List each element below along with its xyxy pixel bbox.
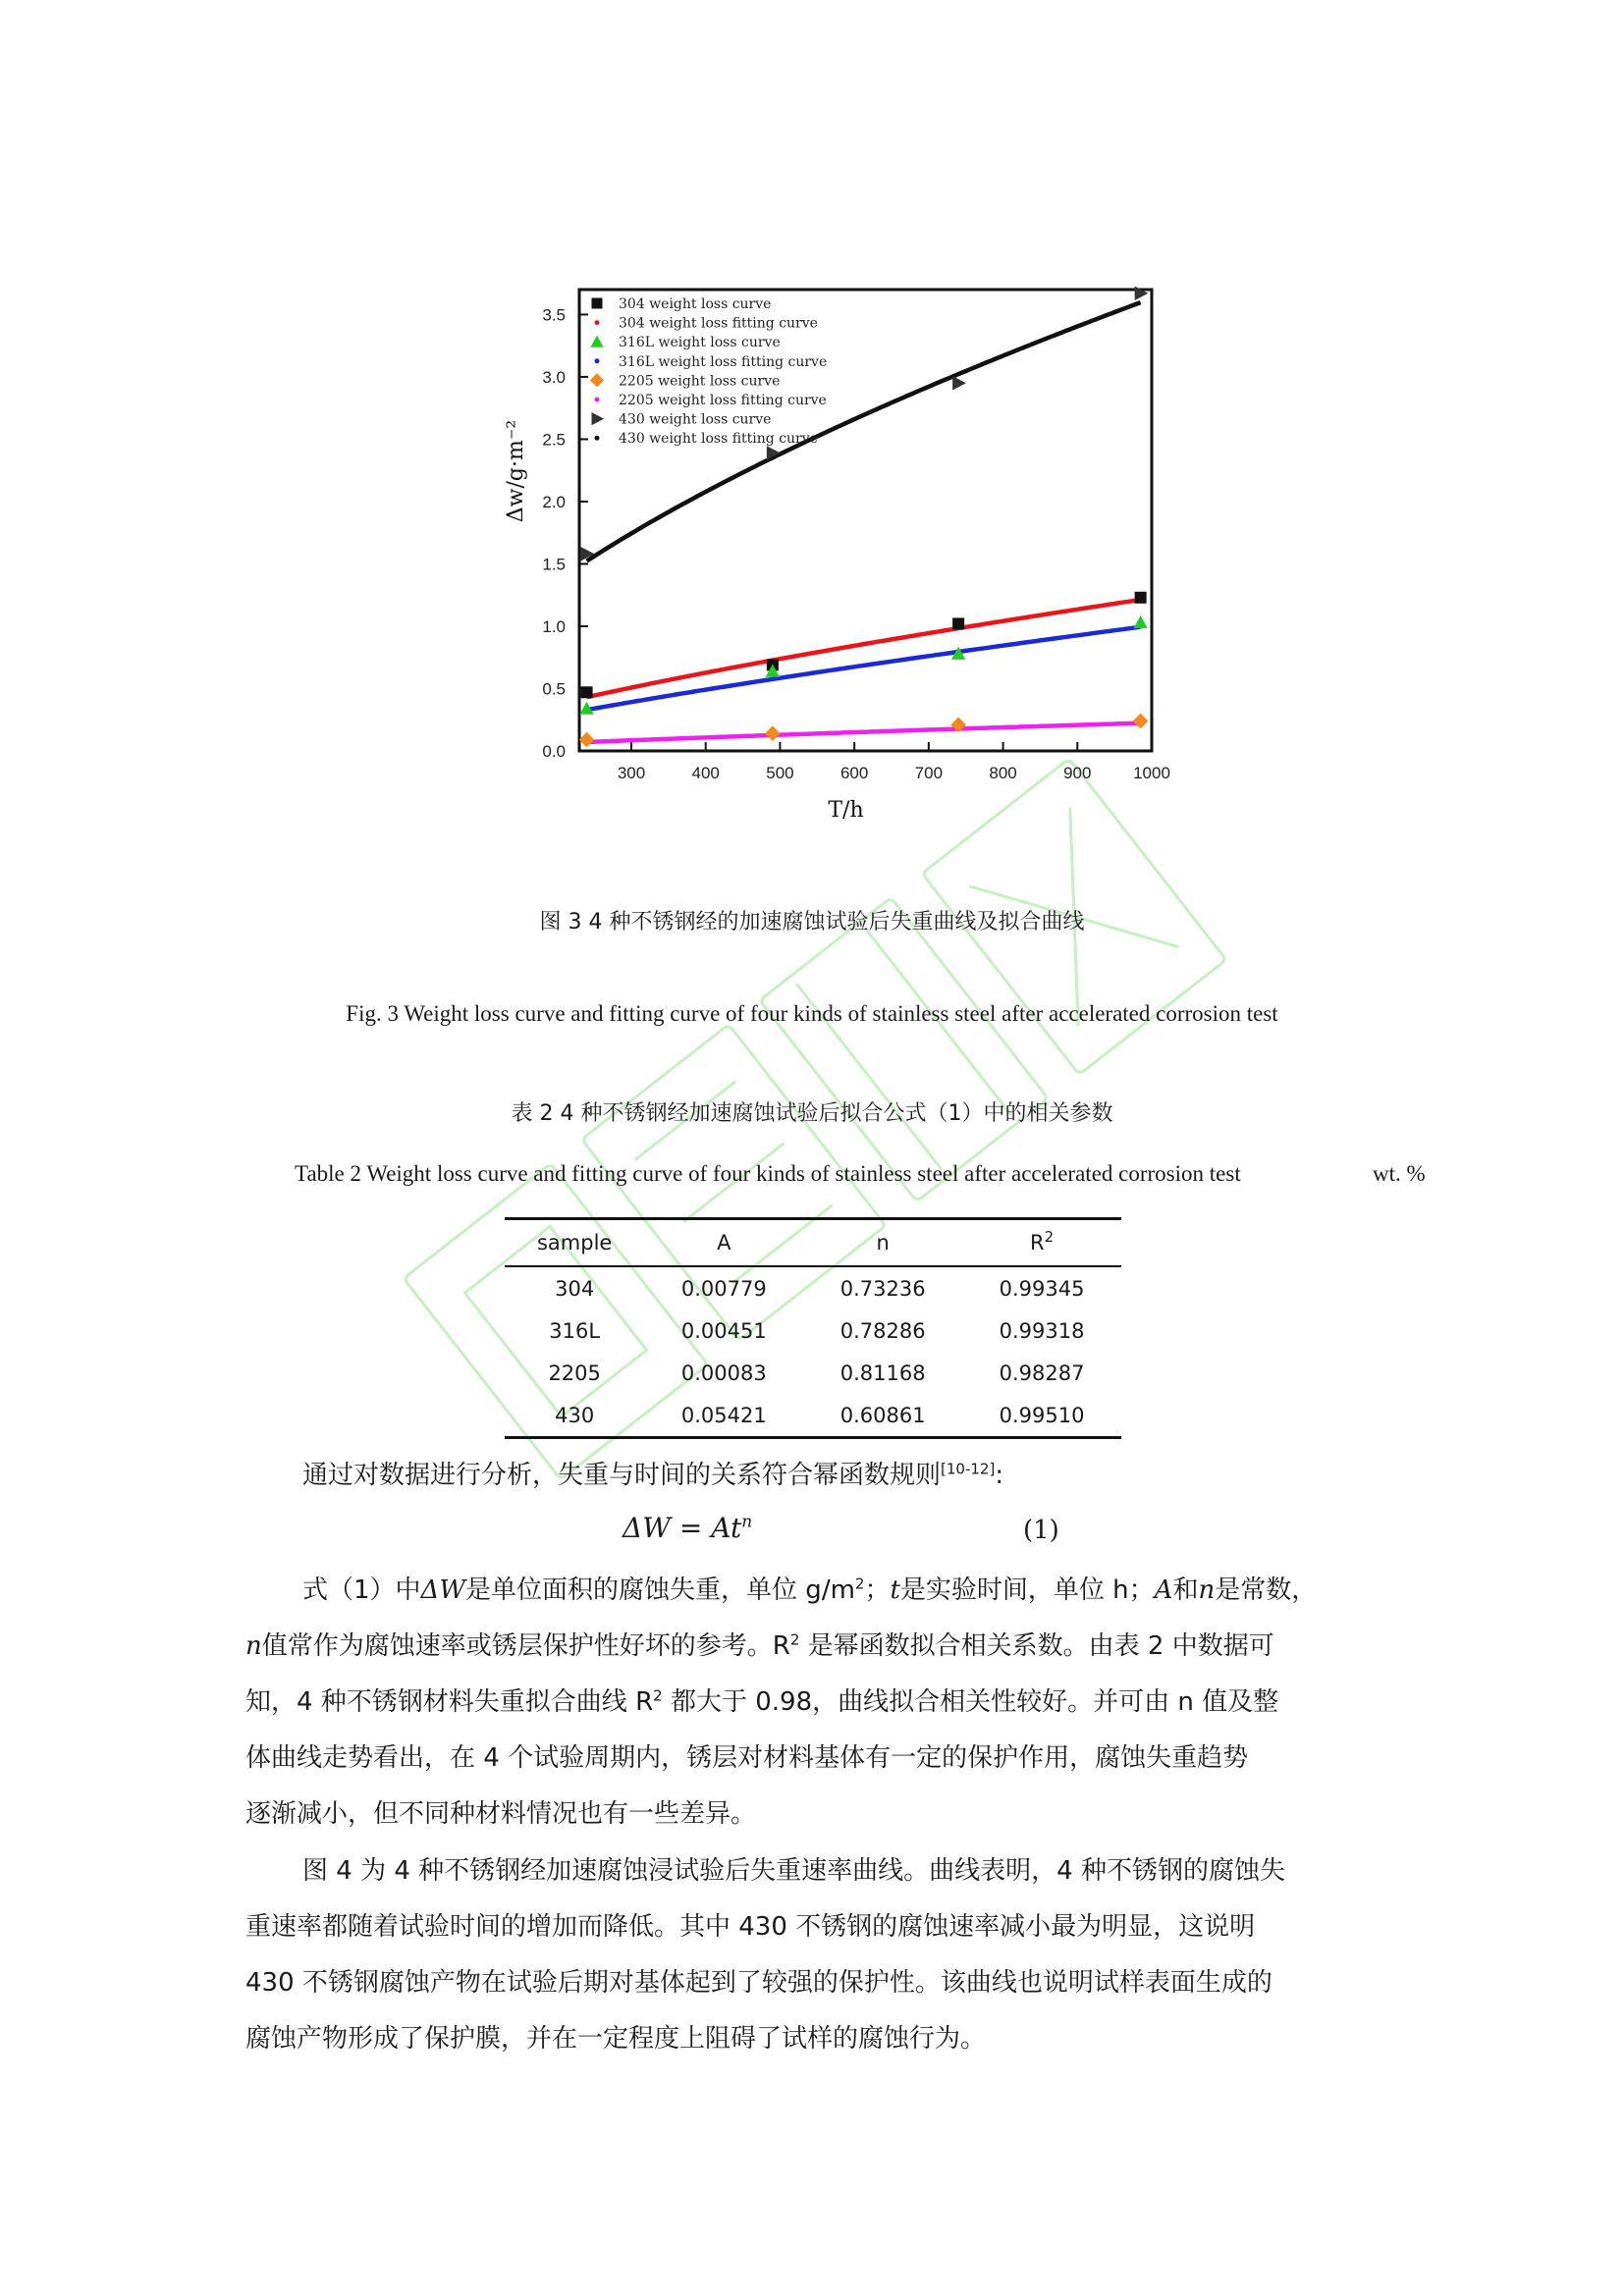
x-axis-label: T/h — [828, 798, 864, 823]
header-sample: sample — [505, 1219, 644, 1267]
paragraph-1-line-2 — [245, 1619, 1380, 1675]
table-row — [505, 1266, 1121, 1309]
x-tick-label: 400 — [691, 764, 720, 782]
cell-r2: 0.99345 — [999, 1276, 1085, 1301]
cell-r2: 0.99318 — [999, 1318, 1085, 1343]
fitting-curve — [587, 627, 1141, 711]
paragraph-1-line-3 — [245, 1675, 1380, 1731]
legend-entry: 2205 weight loss fitting curve — [619, 393, 827, 408]
legend-marker — [590, 336, 603, 347]
figure-caption-cn: 图 3 4 种不锈钢经的加速腐蚀试验后失重曲线及拟合曲线 — [539, 910, 1085, 934]
cell-n: 0.73236 — [839, 1276, 926, 1301]
legend-marker — [595, 436, 600, 441]
cell-sample: 304 — [555, 1276, 595, 1301]
math-t: t — [890, 1575, 900, 1605]
header-r-label: R — [1029, 1231, 1045, 1255]
table-row — [505, 1394, 1121, 1438]
text-run: 是幂函数拟合相关系数。由表 2 中数据可 — [799, 1631, 1274, 1661]
math-a: A — [1154, 1575, 1173, 1605]
legend-marker — [592, 412, 605, 425]
y-tick-label: 2.0 — [542, 492, 566, 511]
paragraph-2-line-3: 430 不锈钢腐蚀产物在试验后期对基体起到了较强的保护性。该曲线也说明试样表面生成的 — [245, 1968, 1272, 1998]
x-tick-label: 1000 — [1133, 764, 1170, 782]
legend-entry: 304 weight loss curve — [619, 296, 772, 312]
data-point — [952, 376, 966, 390]
cell-n: 0.81168 — [839, 1361, 926, 1385]
paragraph-2-line-4: 腐蚀产物形成了保护膜，并在一定程度上阻碍了试样的腐蚀行为。 — [245, 2024, 987, 2054]
intro-sentence — [302, 1455, 1003, 1491]
legend-entry: 304 weight loss fitting curve — [619, 315, 818, 332]
math-n: n — [1198, 1575, 1216, 1605]
data-point — [1135, 592, 1147, 604]
text-run: 都大于 0.98，曲线拟合相关性较好。并可由 n 值及整 — [662, 1687, 1279, 1717]
text-run: 式（1）中 — [302, 1575, 421, 1605]
legend-entry: 316L weight loss fitting curve — [619, 353, 828, 370]
intro-reference: [10-12] — [941, 1460, 996, 1478]
header-a: A — [644, 1219, 803, 1267]
text-run: ； — [864, 1575, 891, 1605]
equation-body: ΔW = At — [623, 1512, 742, 1544]
cell-a: 0.00083 — [680, 1361, 767, 1385]
legend-marker — [595, 320, 600, 325]
equation-number: (1) — [1023, 1516, 1059, 1545]
y-tick-label: 0.5 — [542, 679, 566, 699]
legend — [590, 296, 827, 447]
legend-marker — [592, 298, 603, 309]
intro-text: 通过对数据进行分析，失重与时间的关系符合幂函数规则 — [302, 1461, 942, 1490]
table-row — [505, 1309, 1121, 1352]
cell-r2: 0.99510 — [962, 1394, 1121, 1438]
header-r-superscript: 2 — [1044, 1228, 1055, 1246]
superscript: 2 — [789, 1630, 800, 1649]
equation-exponent: n — [741, 1512, 753, 1532]
table-caption-cn: 表 2 4 种不锈钢经加速腐蚀试验后拟合公式（1）中的相关参数 — [511, 1101, 1113, 1126]
table-unit: wt. % — [1373, 1161, 1426, 1186]
cell-sample: 430 — [505, 1394, 644, 1438]
header-r2 — [962, 1219, 1121, 1267]
x-tick-label: 800 — [989, 764, 1017, 782]
data-point — [579, 732, 595, 748]
paragraph-1 — [245, 1563, 1380, 1842]
table-caption-en: Table 2 Weight loss curve and fitting curve of four kinds of stainless steel after accelerated corrosion test — [295, 1161, 1241, 1186]
data-point — [1133, 615, 1147, 628]
table-header-row — [505, 1219, 1121, 1267]
y-tick-label: 2.5 — [542, 430, 566, 450]
text-run: 是单位面积的腐蚀失重，单位 g/m — [465, 1575, 855, 1605]
cell-r2: 0.98287 — [999, 1361, 1085, 1385]
cell-a: 0.00451 — [680, 1318, 767, 1343]
equation-1 — [623, 1512, 752, 1544]
x-tick-label: 300 — [617, 764, 646, 782]
paragraph-2-line-1: 图 4 为 4 种不锈钢经加速腐蚀浸试验后失重速率曲线。曲线表明，4 种不锈钢的腐蚀失 — [302, 1856, 1285, 1886]
data-point — [952, 617, 964, 629]
weight-loss-chart — [471, 275, 1218, 825]
legend-entry: 316L weight loss curve — [619, 335, 781, 351]
cell-sample: 316L — [549, 1318, 601, 1343]
paragraph-2-line-2: 重速率都随着试验时间的增加而降低。其中 430 不锈钢的腐蚀速率减小最为明显，这说明 — [245, 1912, 1256, 1942]
text-run: 和 — [1172, 1575, 1199, 1605]
y-tick-label: 3.0 — [542, 367, 566, 387]
paragraph-2 — [245, 1843, 1380, 2067]
math-n: n — [245, 1631, 262, 1661]
fitting-curve — [587, 723, 1141, 742]
x-tick-label: 600 — [839, 764, 869, 782]
cell-n: 0.60861 — [803, 1394, 962, 1438]
x-tick-label: 500 — [766, 764, 794, 782]
legend-marker — [595, 398, 600, 402]
data-point — [581, 686, 593, 698]
math-delta-w: ΔW — [420, 1575, 466, 1605]
legend-entry: 430 weight loss curve — [619, 411, 772, 428]
cell-a: 0.00779 — [680, 1276, 767, 1301]
y-tick-label: 1.5 — [542, 555, 566, 574]
text-run: 知，4 种不锈钢材料失重拟合曲线 R — [245, 1687, 654, 1717]
table-row — [505, 1352, 1121, 1394]
y-tick-label: 1.0 — [542, 616, 566, 636]
paragraph-1-line-5: 逐渐减小，但不同种材料情况也有一些差异。 — [245, 1799, 757, 1829]
text-run: 是实验时间，单位 h； — [899, 1575, 1155, 1605]
intro-colon: : — [995, 1461, 1004, 1490]
text-run: 是常数， — [1215, 1575, 1318, 1605]
paragraph-1-line-4: 体曲线走势看出，在 4 个试验周期内，锈层对材料基体有一定的保护作用，腐蚀失重趋势 — [245, 1743, 1249, 1773]
superscript: 2 — [854, 1575, 865, 1593]
cell-n: 0.78286 — [839, 1318, 926, 1343]
legend-marker — [595, 358, 600, 363]
text-run: 值常作为腐蚀速率或锈层保护性好坏的参考。R — [261, 1631, 790, 1661]
superscript: 2 — [653, 1686, 663, 1705]
figure-caption-en: Fig. 3 Weight loss curve and fitting curve of four kinds of stainless steel after accelerated corrosion test — [346, 1001, 1278, 1026]
legend-entry: 430 weight loss fitting curve — [619, 431, 818, 448]
x-tick-label: 700 — [914, 764, 944, 782]
fitting-curve — [587, 600, 1141, 697]
cell-sample: 2205 — [548, 1361, 601, 1385]
y-axis-label: Δw/g·m⁻² — [504, 419, 528, 523]
parameters-table — [505, 1217, 1121, 1439]
y-tick-label: 3.5 — [542, 305, 566, 325]
paragraph-1-line-1 — [245, 1563, 1380, 1619]
legend-marker — [590, 373, 604, 387]
cell-a: 0.05421 — [644, 1394, 803, 1438]
y-tick-label: 0.0 — [542, 742, 566, 761]
x-tick-label: 900 — [1063, 764, 1092, 782]
data-point — [765, 725, 781, 741]
header-n: n — [803, 1219, 962, 1267]
data-point — [1133, 714, 1149, 729]
legend-entry: 2205 weight loss curve — [619, 373, 781, 390]
